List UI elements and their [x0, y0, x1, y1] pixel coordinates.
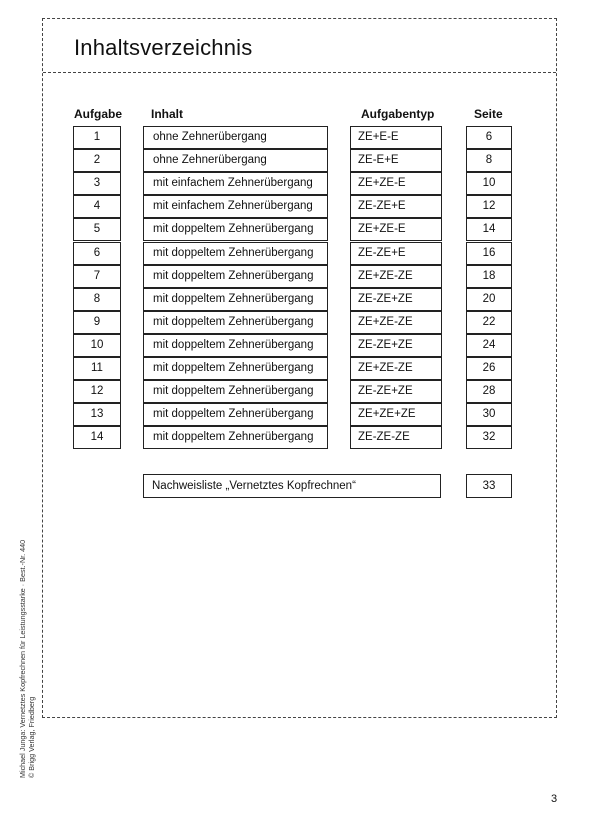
seite-cell: 10 — [466, 172, 512, 195]
inhalt-cell: mit doppeltem Zehnerübergang — [143, 380, 328, 403]
table-row — [0, 426, 590, 449]
publisher-credit — [18, 540, 36, 778]
aufgabe-number: 2 — [73, 149, 121, 172]
inhalt-cell: mit doppeltem Zehnerübergang — [143, 311, 328, 334]
table-row — [0, 172, 590, 195]
seite-cell: 22 — [466, 311, 512, 334]
inhalt-cell: mit einfachem Zehnerübergang — [143, 195, 328, 218]
seite-cell: 26 — [466, 357, 512, 380]
aufgabentyp-cell: ZE+ZE-ZE — [350, 357, 442, 380]
table-row — [0, 218, 590, 241]
aufgabe-number: 10 — [73, 334, 121, 357]
seite-cell: 28 — [466, 380, 512, 403]
table-row — [0, 380, 590, 403]
table-row — [0, 357, 590, 380]
table-row — [0, 311, 590, 334]
aufgabentyp-cell: ZE+ZE-ZE — [350, 311, 442, 334]
aufgabentyp-cell: ZE-ZE+E — [350, 242, 442, 265]
header-inhalt: Inhalt — [151, 107, 183, 121]
nachweis-row — [0, 474, 590, 498]
inhalt-cell: mit doppeltem Zehnerübergang — [143, 403, 328, 426]
table-row — [0, 265, 590, 288]
seite-cell: 18 — [466, 265, 512, 288]
seite-cell: 12 — [466, 195, 512, 218]
aufgabentyp-cell: ZE+E-E — [350, 126, 442, 149]
aufgabe-number: 11 — [73, 357, 121, 380]
aufgabe-number: 5 — [73, 218, 121, 241]
inhalt-cell: mit doppeltem Zehnerübergang — [143, 242, 328, 265]
table-row — [0, 126, 590, 149]
credit-line-2: © Brigg Verlag, Friedberg — [27, 696, 36, 778]
table-row — [0, 195, 590, 218]
seite-cell: 24 — [466, 334, 512, 357]
header-seite: Seite — [474, 107, 503, 121]
aufgabentyp-cell: ZE-ZE+ZE — [350, 380, 442, 403]
aufgabe-number: 14 — [73, 426, 121, 449]
aufgabe-number: 8 — [73, 288, 121, 311]
inhalt-cell: mit einfachem Zehnerübergang — [143, 172, 328, 195]
aufgabentyp-cell: ZE-ZE+ZE — [350, 334, 442, 357]
seite-cell: 30 — [466, 403, 512, 426]
aufgabentyp-cell: ZE+ZE-E — [350, 172, 442, 195]
inhalt-cell: mit doppeltem Zehnerübergang — [143, 426, 328, 449]
header-aufgabentyp: Aufgabentyp — [361, 107, 435, 121]
seite-cell: 16 — [466, 242, 512, 265]
inhalt-cell: mit doppeltem Zehnerübergang — [143, 265, 328, 288]
inhalt-cell: mit doppeltem Zehnerübergang — [143, 357, 328, 380]
aufgabentyp-cell: ZE+ZE-ZE — [350, 265, 442, 288]
page-number: 3 — [551, 793, 558, 805]
table-row — [0, 334, 590, 357]
table-row — [0, 288, 590, 311]
inhalt-cell: ohne Zehnerübergang — [143, 126, 328, 149]
nachweis-page: 33 — [466, 474, 512, 498]
table-row — [0, 149, 590, 172]
aufgabe-number: 1 — [73, 126, 121, 149]
seite-cell: 14 — [466, 218, 512, 241]
header-aufgabe: Aufgabe — [74, 107, 122, 121]
inhalt-cell: ohne Zehnerübergang — [143, 149, 328, 172]
aufgabe-number: 3 — [73, 172, 121, 195]
inhalt-cell: mit doppeltem Zehnerübergang — [143, 334, 328, 357]
seite-cell: 6 — [466, 126, 512, 149]
aufgabe-number: 12 — [73, 380, 121, 403]
title-divider — [43, 72, 556, 73]
seite-cell: 20 — [466, 288, 512, 311]
table-row — [0, 403, 590, 426]
aufgabe-number: 7 — [73, 265, 121, 288]
aufgabe-number: 6 — [73, 242, 121, 265]
nachweis-label: Nachweisliste „Vernetztes Kopfrechnen“ — [143, 474, 441, 498]
inhalt-cell: mit doppeltem Zehnerübergang — [143, 288, 328, 311]
page-title: Inhaltsverzeichnis — [74, 35, 253, 60]
aufgabentyp-cell: ZE-ZE-ZE — [350, 426, 442, 449]
aufgabe-number: 13 — [73, 403, 121, 426]
inhalt-cell: mit doppeltem Zehnerübergang — [143, 218, 328, 241]
credit-line-1: Michael Junga: Vernetztes Kopfrechnen für Leistungsstarke · Best.-Nr. 440 — [18, 539, 27, 778]
aufgabentyp-cell: ZE+ZE+ZE — [350, 403, 442, 426]
aufgabentyp-cell: ZE-E+E — [350, 149, 442, 172]
aufgabentyp-cell: ZE+ZE-E — [350, 218, 442, 241]
seite-cell: 32 — [466, 426, 512, 449]
aufgabe-number: 4 — [73, 195, 121, 218]
aufgabentyp-cell: ZE-ZE+E — [350, 195, 442, 218]
table-row — [0, 242, 590, 265]
seite-cell: 8 — [466, 149, 512, 172]
aufgabentyp-cell: ZE-ZE+ZE — [350, 288, 442, 311]
aufgabe-number: 9 — [73, 311, 121, 334]
